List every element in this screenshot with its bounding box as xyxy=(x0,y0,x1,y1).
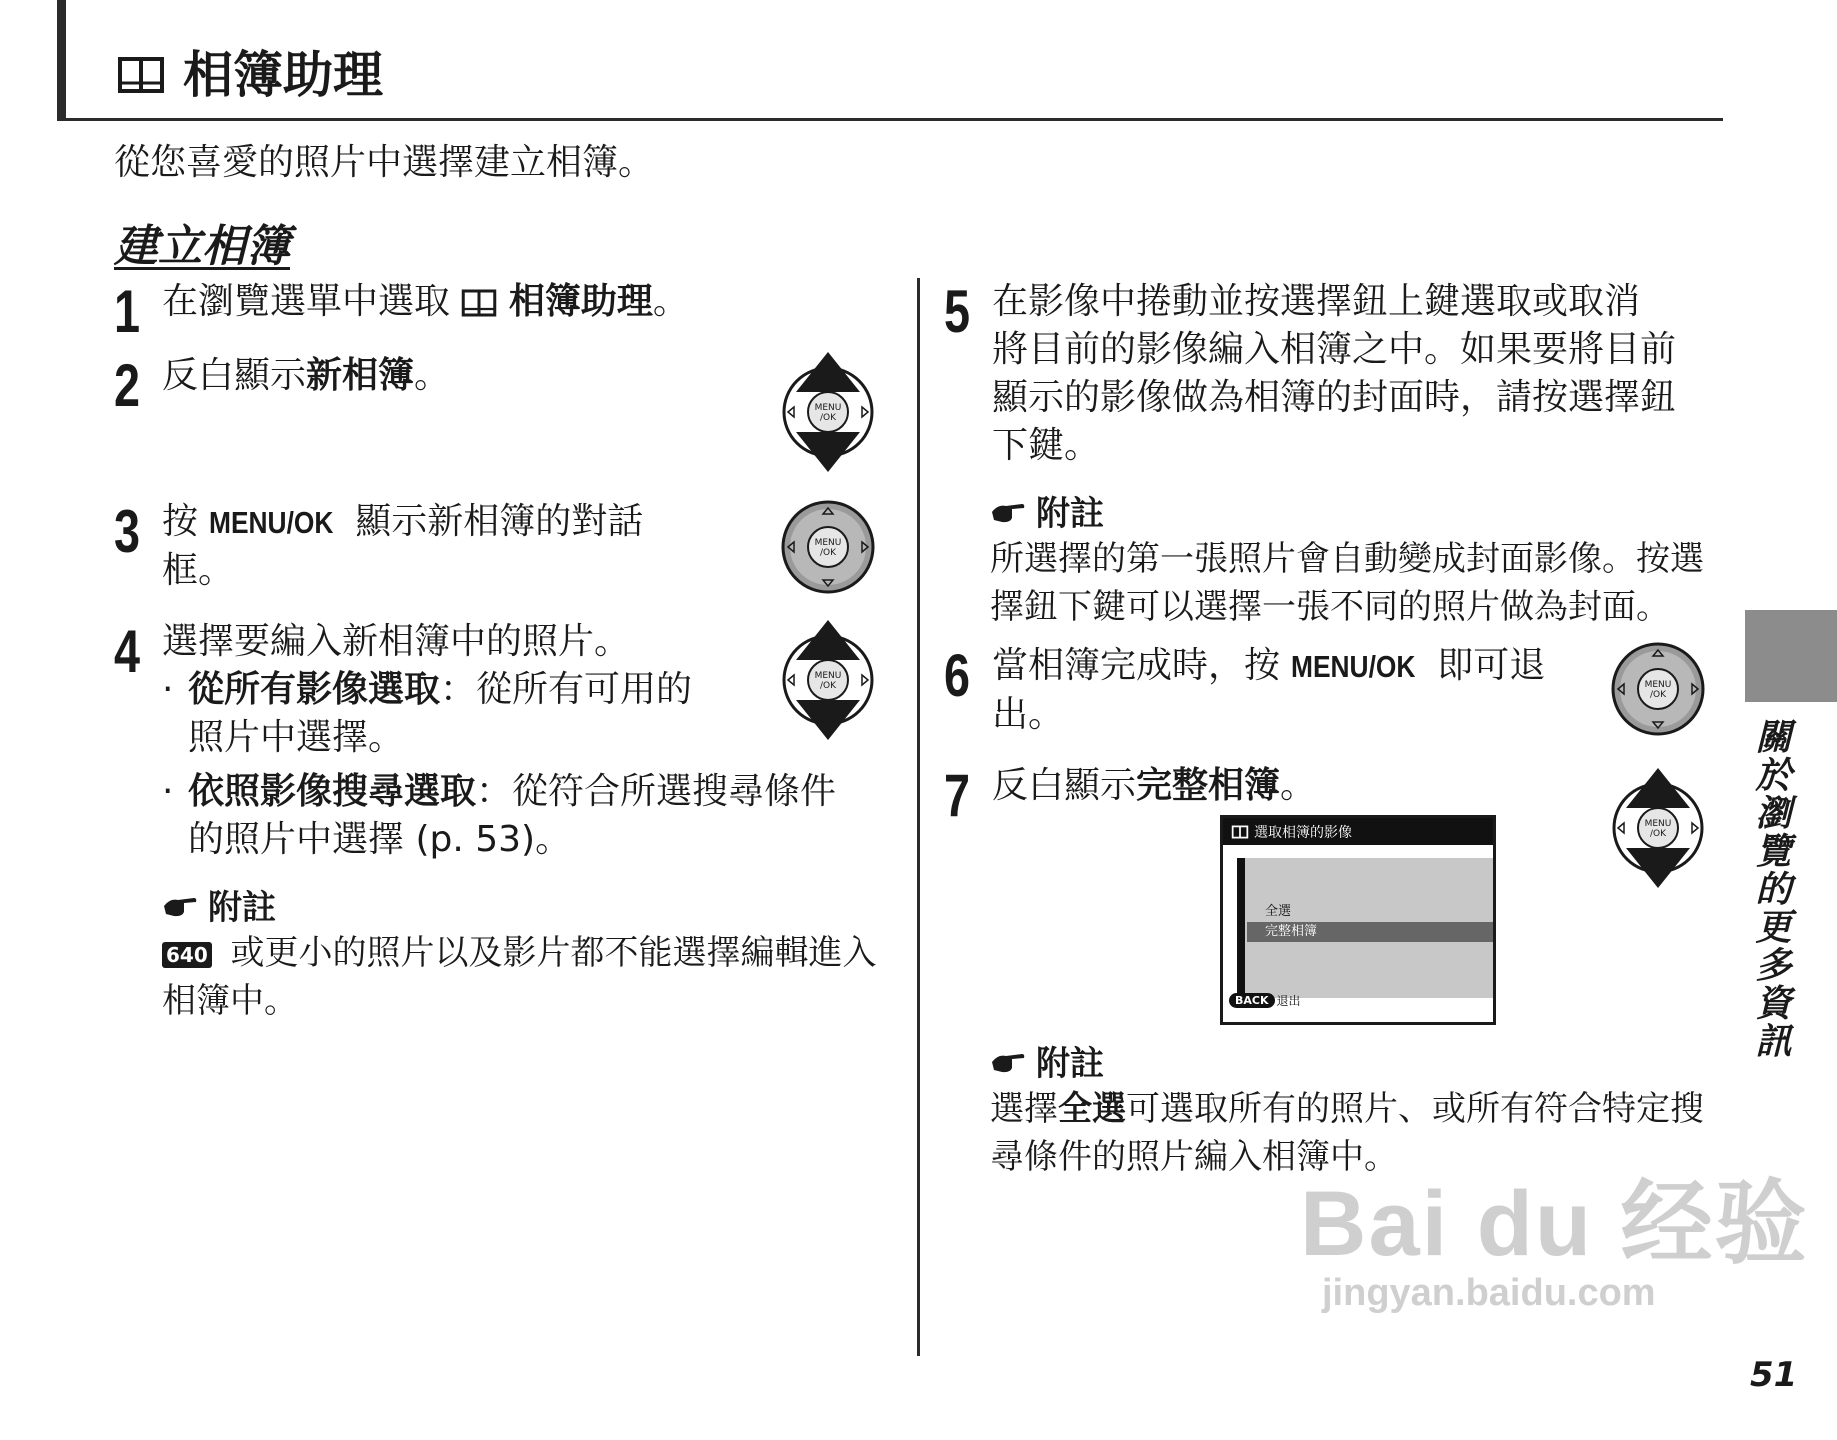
lcd-scroll-bar xyxy=(1237,858,1245,998)
title-side-bar xyxy=(57,0,66,121)
baidu-watermark xyxy=(1300,1150,1809,1315)
step-6-post: 即可退 xyxy=(1425,645,1546,686)
step-2-pre: 反白顯示 xyxy=(162,355,307,396)
note-1-line2: 相簿中。 xyxy=(162,981,298,1021)
lcd-back-label: 退出 xyxy=(1276,994,1301,1008)
dial-label-ok: /OK xyxy=(819,413,837,423)
camera-lcd-screen xyxy=(1220,815,1496,1025)
step-1 xyxy=(114,278,689,345)
lcd-option-complete-album[interactable]: 完整相簿 xyxy=(1247,922,1493,942)
step-5-line1: 在影像中捲動並按選擇鈕上鍵選取或取消 xyxy=(992,281,1641,322)
pointing-hand-icon xyxy=(990,498,1026,524)
dial-label-menu: MENU xyxy=(814,671,842,681)
dial-label-ok: /OK xyxy=(819,681,837,691)
step-5-line2: 將目前的影像編入相簿之中。如果要將目前 xyxy=(992,329,1677,370)
step-2 xyxy=(114,352,451,419)
menu-ok-label: MENU/OK xyxy=(1291,649,1416,684)
title-rule xyxy=(57,118,1723,121)
selector-up-down-icon xyxy=(1608,766,1708,890)
step-number: 6 xyxy=(944,642,971,709)
lcd-title-bar xyxy=(1223,818,1493,845)
lcd-option-select-all[interactable]: 全選 xyxy=(1265,904,1292,919)
section-heading: 建立相簿 xyxy=(114,221,290,272)
lcd-menu-panel xyxy=(1237,858,1493,998)
step-3-post: 顯示新相簿的對話 xyxy=(343,501,644,542)
album-book-icon xyxy=(461,288,497,318)
pointing-hand-icon xyxy=(990,1048,1026,1074)
intro-text: 從您喜愛的照片中選擇建立相簿。 xyxy=(114,142,655,183)
bullet-2-line2: 的照片中選擇 (p. 53)。 xyxy=(188,819,572,860)
note-3-post: 可選取所有的照片、或所有符合特定搜 xyxy=(1126,1089,1704,1129)
note-2-line2: 擇鈕下鍵可以選擇一張不同的照片做為封面。 xyxy=(990,587,1670,627)
bullet-item: · 依照影像搜尋選取：從符合所選搜尋條件 的照片中選擇 (p. 53)。 xyxy=(162,768,836,864)
note-1-heading: 附註 xyxy=(208,888,276,928)
chapter-tab-marker xyxy=(1745,610,1837,702)
step-7-post: 。 xyxy=(1280,765,1317,806)
step-2-bold: 新相簿 xyxy=(306,355,415,396)
step-number: 7 xyxy=(944,762,971,829)
menu-ok-label: MENU/OK xyxy=(209,505,334,540)
step-text xyxy=(992,762,1316,810)
bullet-1-line2: 照片中選擇。 xyxy=(188,717,405,758)
album-book-icon xyxy=(117,55,165,95)
back-button-icon: BACK xyxy=(1229,993,1275,1008)
step-number: 3 xyxy=(114,498,141,565)
note-heading xyxy=(162,880,877,929)
step-number: 2 xyxy=(114,352,141,419)
note-3-heading: 附註 xyxy=(1036,1044,1104,1084)
selector-up-down-icon xyxy=(778,350,878,474)
note-3-bold: 全選 xyxy=(1058,1089,1126,1129)
dial-label-ok: /OK xyxy=(819,548,837,558)
note-3-line2: 尋條件的照片編入相簿中。 xyxy=(990,1137,1398,1177)
dial-label-menu: MENU xyxy=(1644,680,1672,690)
step-1-pre: 在瀏覽選單中選取 xyxy=(162,281,462,322)
step-4 xyxy=(114,618,836,864)
step-7-bold: 完整相簿 xyxy=(1136,765,1281,806)
step-text xyxy=(162,352,450,400)
note-heading xyxy=(990,1036,1704,1085)
page-number: 51 xyxy=(1750,1355,1798,1395)
step-text xyxy=(162,498,643,595)
step-text xyxy=(162,618,836,864)
step-3-pre: 按 xyxy=(162,501,210,542)
bullet-1-bold: 從所有影像選取 xyxy=(188,669,441,710)
step-2-post: 。 xyxy=(414,355,451,396)
column-divider xyxy=(917,278,920,1356)
note-3-pre: 選擇 xyxy=(990,1089,1058,1129)
note-2 xyxy=(990,486,1704,631)
step-6-pre: 當相簿完成時，按 xyxy=(992,645,1292,686)
chapter-tab-label: 關於瀏覽的更多資訊 xyxy=(1750,718,1791,1060)
dial-label-ok: /OK xyxy=(1649,829,1667,839)
watermark-url: jingyan.baidu.com xyxy=(1322,1272,1656,1314)
selector-menu-ok-icon xyxy=(778,500,878,594)
bullet-2-bold: 依照影像搜尋選取 xyxy=(188,771,477,812)
step-3 xyxy=(114,498,643,595)
page-title xyxy=(117,46,383,104)
step-text xyxy=(992,642,1545,739)
step-6-line2: 出。 xyxy=(992,694,1065,735)
dial-label-menu: MENU xyxy=(814,538,842,548)
note-1-line1: 或更小的照片以及影片都不能選擇編輯進入 xyxy=(219,933,877,973)
step-1-bold: 相簿助理 xyxy=(508,281,653,322)
resolution-640-icon: 640 xyxy=(162,942,212,968)
step-6 xyxy=(944,642,1545,739)
step-3-line2: 框。 xyxy=(162,550,235,591)
bullet-1-text: ：從所有可用的 xyxy=(440,669,693,710)
dial-label-menu: MENU xyxy=(814,403,842,413)
step-5 xyxy=(944,278,1676,470)
step-number: 1 xyxy=(114,278,141,345)
note-2-heading: 附註 xyxy=(1036,494,1104,534)
selector-menu-ok-icon xyxy=(1608,642,1708,736)
step-number: 4 xyxy=(114,618,141,685)
lcd-back-hint[interactable] xyxy=(1229,992,1301,1009)
step-1-post: 。 xyxy=(652,281,689,322)
album-book-icon xyxy=(1231,825,1249,839)
bullet-2-text: ：從符合所選搜尋條件 xyxy=(476,771,837,812)
step-number: 5 xyxy=(944,278,971,345)
step-text xyxy=(992,278,1676,470)
selector-up-down-icon xyxy=(778,618,878,742)
page-title-text: 相簿助理 xyxy=(183,46,383,104)
lcd-title: 選取相簿的影像 xyxy=(1254,824,1352,841)
watermark-logo: Bai du 经验 xyxy=(1300,1173,1809,1275)
step-text xyxy=(162,278,689,326)
note-heading xyxy=(990,486,1704,535)
note-2-line1: 所選擇的第一張照片會自動變成封面影像。按選 xyxy=(990,539,1704,579)
dial-label-ok: /OK xyxy=(1649,690,1667,700)
step-4-text: 選擇要編入新相簿中的照片。 xyxy=(162,621,631,662)
dial-label-menu: MENU xyxy=(1644,819,1672,829)
step-5-line4: 下鍵。 xyxy=(992,425,1101,466)
step-7-pre: 反白顯示 xyxy=(992,765,1137,806)
note-1 xyxy=(162,880,877,1025)
pointing-hand-icon xyxy=(162,892,198,918)
step-5-line3: 顯示的影像做為相簿的封面時，請按選擇鈕 xyxy=(992,377,1677,418)
bullet-item: · 從所有影像選取：從所有可用的 照片中選擇。 xyxy=(162,666,836,762)
